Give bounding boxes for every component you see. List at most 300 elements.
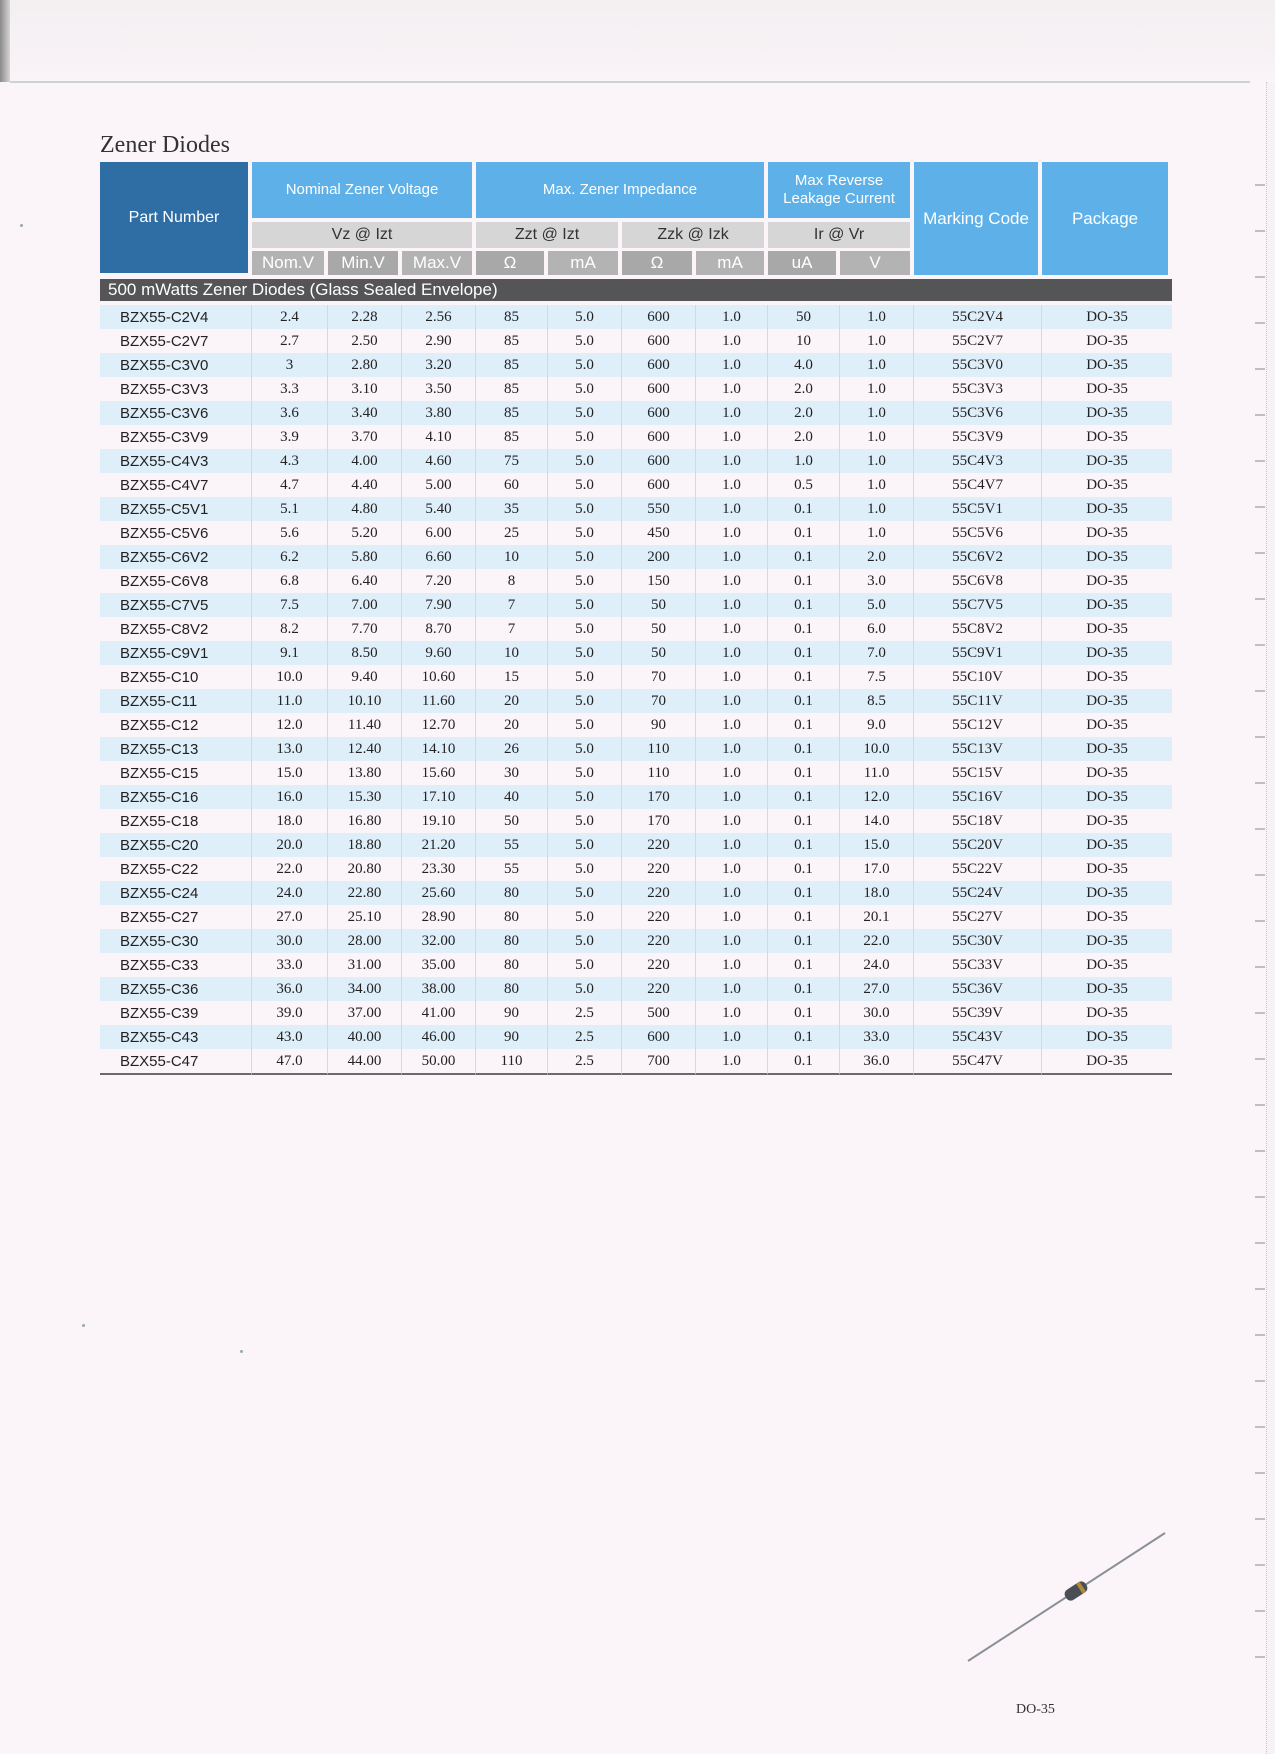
cell-zzk: 220 xyxy=(622,881,696,905)
cell-marking-code: 55C4V3 xyxy=(914,449,1042,473)
cell-max-v: 25.60 xyxy=(402,881,476,905)
cell-zzt: 80 xyxy=(476,977,548,1001)
cell-izk: 1.0 xyxy=(696,881,768,905)
zener-diode-table xyxy=(100,162,1172,1075)
cell-zzk: 600 xyxy=(622,425,696,449)
cell-nom-v: 5.6 xyxy=(252,521,328,545)
table-row xyxy=(100,785,1172,809)
cell-part-number: BZX55-C12 xyxy=(100,713,252,737)
cell-zzt: 90 xyxy=(476,1025,548,1049)
cell-nom-v: 47.0 xyxy=(252,1049,328,1075)
cell-zzk: 110 xyxy=(622,761,696,785)
cell-zzt: 50 xyxy=(476,809,548,833)
cell-marking-code: 55C30V xyxy=(914,929,1042,953)
cell-marking-code: 55C39V xyxy=(914,1001,1042,1025)
cell-izk: 1.0 xyxy=(696,641,768,665)
cell-zzt: 35 xyxy=(476,497,548,521)
cell-ir: 0.1 xyxy=(768,785,840,809)
cell-min-v: 13.80 xyxy=(328,761,402,785)
cell-nom-v: 2.7 xyxy=(252,329,328,353)
cell-izt: 5.0 xyxy=(548,761,622,785)
cell-zzk: 600 xyxy=(622,329,696,353)
cell-izt: 5.0 xyxy=(548,617,622,641)
cell-ir: 0.1 xyxy=(768,761,840,785)
header-vz-izt: Vz @ Izt xyxy=(252,218,476,248)
cell-ir: 1.0 xyxy=(768,449,840,473)
cell-marking-code: 55C3V6 xyxy=(914,401,1042,425)
cell-zzt: 80 xyxy=(476,905,548,929)
cell-nom-v: 7.5 xyxy=(252,593,328,617)
cell-min-v: 4.40 xyxy=(328,473,402,497)
cell-izk: 1.0 xyxy=(696,713,768,737)
cell-package: DO-35 xyxy=(1042,425,1172,449)
cell-part-number: BZX55-C18 xyxy=(100,809,252,833)
table-row xyxy=(100,545,1172,569)
unit-izt-ma: mA xyxy=(548,248,622,275)
section-title: 500 mWatts Zener Diodes (Glass Sealed Envelope) xyxy=(100,275,1172,305)
cell-part-number: BZX55-C10 xyxy=(100,665,252,689)
cell-izk: 1.0 xyxy=(696,737,768,761)
cell-ir: 0.1 xyxy=(768,593,840,617)
cell-izk: 1.0 xyxy=(696,545,768,569)
cell-ir: 0.1 xyxy=(768,1001,840,1025)
cell-vr: 14.0 xyxy=(840,809,914,833)
cell-nom-v: 9.1 xyxy=(252,641,328,665)
cell-package: DO-35 xyxy=(1042,665,1172,689)
cell-nom-v: 27.0 xyxy=(252,905,328,929)
cell-izk: 1.0 xyxy=(696,617,768,641)
cell-min-v: 2.28 xyxy=(328,305,402,329)
cell-marking-code: 55C10V xyxy=(914,665,1042,689)
cell-zzt: 55 xyxy=(476,857,548,881)
cell-package: DO-35 xyxy=(1042,977,1172,1001)
header-part-number: Part Number xyxy=(100,162,252,275)
cell-nom-v: 10.0 xyxy=(252,665,328,689)
cell-max-v: 3.20 xyxy=(402,353,476,377)
cell-zzk: 600 xyxy=(622,401,696,425)
cell-min-v: 8.50 xyxy=(328,641,402,665)
cell-zzk: 600 xyxy=(622,1025,696,1049)
cell-izt: 5.0 xyxy=(548,473,622,497)
cell-vr: 5.0 xyxy=(840,593,914,617)
cell-ir: 0.1 xyxy=(768,857,840,881)
cell-max-v: 17.10 xyxy=(402,785,476,809)
cell-max-v: 32.00 xyxy=(402,929,476,953)
cell-izt: 5.0 xyxy=(548,425,622,449)
cell-vr: 7.0 xyxy=(840,641,914,665)
cell-izt: 5.0 xyxy=(548,953,622,977)
cell-nom-v: 6.2 xyxy=(252,545,328,569)
cell-zzt: 7 xyxy=(476,617,548,641)
cell-vr: 9.0 xyxy=(840,713,914,737)
cell-izt: 5.0 xyxy=(548,569,622,593)
cell-izk: 1.0 xyxy=(696,353,768,377)
cell-part-number: BZX55-C43 xyxy=(100,1025,252,1049)
cell-zzt: 110 xyxy=(476,1049,548,1075)
cell-marking-code: 55C3V3 xyxy=(914,377,1042,401)
cell-zzk: 70 xyxy=(622,665,696,689)
table-row xyxy=(100,1001,1172,1025)
cell-min-v: 5.20 xyxy=(328,521,402,545)
cell-izt: 5.0 xyxy=(548,593,622,617)
table-row xyxy=(100,1049,1172,1075)
cell-izk: 1.0 xyxy=(696,1001,768,1025)
do35-diode-illustration xyxy=(960,1525,1180,1665)
cell-vr: 3.0 xyxy=(840,569,914,593)
cell-izt: 5.0 xyxy=(548,785,622,809)
cell-package: DO-35 xyxy=(1042,929,1172,953)
cell-nom-v: 3 xyxy=(252,353,328,377)
cell-izk: 1.0 xyxy=(696,593,768,617)
cell-package: DO-35 xyxy=(1042,473,1172,497)
cell-ir: 0.1 xyxy=(768,1049,840,1075)
cell-marking-code: 55C9V1 xyxy=(914,641,1042,665)
cell-marking-code: 55C20V xyxy=(914,833,1042,857)
cell-izt: 2.5 xyxy=(548,1001,622,1025)
header-max-zener-impedance: Max. Zener Impedance xyxy=(476,162,768,218)
cell-min-v: 3.70 xyxy=(328,425,402,449)
cell-min-v: 11.40 xyxy=(328,713,402,737)
cell-izt: 5.0 xyxy=(548,377,622,401)
cell-min-v: 6.40 xyxy=(328,569,402,593)
cell-max-v: 12.70 xyxy=(402,713,476,737)
cell-ir: 0.1 xyxy=(768,953,840,977)
cell-ir: 0.1 xyxy=(768,545,840,569)
cell-izk: 1.0 xyxy=(696,905,768,929)
cell-part-number: BZX55-C9V1 xyxy=(100,641,252,665)
cell-izt: 5.0 xyxy=(548,497,622,521)
cell-nom-v: 30.0 xyxy=(252,929,328,953)
cell-max-v: 7.20 xyxy=(402,569,476,593)
cell-nom-v: 4.7 xyxy=(252,473,328,497)
cell-part-number: BZX55-C8V2 xyxy=(100,617,252,641)
cell-marking-code: 55C3V0 xyxy=(914,353,1042,377)
cell-min-v: 18.80 xyxy=(328,833,402,857)
table-row xyxy=(100,905,1172,929)
cell-package: DO-35 xyxy=(1042,353,1172,377)
cell-nom-v: 20.0 xyxy=(252,833,328,857)
cell-marking-code: 55C6V8 xyxy=(914,569,1042,593)
cell-package: DO-35 xyxy=(1042,881,1172,905)
cell-izk: 1.0 xyxy=(696,953,768,977)
cell-nom-v: 39.0 xyxy=(252,1001,328,1025)
table-row xyxy=(100,809,1172,833)
cell-package: DO-35 xyxy=(1042,761,1172,785)
cell-vr: 8.5 xyxy=(840,689,914,713)
cell-izt: 5.0 xyxy=(548,929,622,953)
cell-part-number: BZX55-C5V1 xyxy=(100,497,252,521)
cell-zzk: 550 xyxy=(622,497,696,521)
cell-izk: 1.0 xyxy=(696,1049,768,1075)
cell-max-v: 11.60 xyxy=(402,689,476,713)
cell-vr: 1.0 xyxy=(840,305,914,329)
cell-part-number: BZX55-C11 xyxy=(100,689,252,713)
cell-package: DO-35 xyxy=(1042,689,1172,713)
cell-part-number: BZX55-C4V7 xyxy=(100,473,252,497)
cell-marking-code: 55C8V2 xyxy=(914,617,1042,641)
cell-part-number: BZX55-C24 xyxy=(100,881,252,905)
diode-body xyxy=(1063,1579,1090,1602)
cell-min-v: 44.00 xyxy=(328,1049,402,1075)
cell-zzk: 220 xyxy=(622,977,696,1001)
cell-max-v: 2.56 xyxy=(402,305,476,329)
table-body xyxy=(100,305,1172,1075)
cell-vr: 1.0 xyxy=(840,329,914,353)
cell-max-v: 7.90 xyxy=(402,593,476,617)
scan-left-shadow xyxy=(0,0,10,82)
cell-marking-code: 55C36V xyxy=(914,977,1042,1001)
cell-marking-code: 55C33V xyxy=(914,953,1042,977)
cell-zzk: 170 xyxy=(622,809,696,833)
cell-vr: 20.1 xyxy=(840,905,914,929)
cell-ir: 0.1 xyxy=(768,641,840,665)
cell-izk: 1.0 xyxy=(696,665,768,689)
cell-nom-v: 33.0 xyxy=(252,953,328,977)
cell-izk: 1.0 xyxy=(696,401,768,425)
cell-package: DO-35 xyxy=(1042,1001,1172,1025)
cell-marking-code: 55C16V xyxy=(914,785,1042,809)
cell-min-v: 31.00 xyxy=(328,953,402,977)
cell-nom-v: 16.0 xyxy=(252,785,328,809)
cell-ir: 0.1 xyxy=(768,737,840,761)
cell-zzk: 220 xyxy=(622,833,696,857)
cell-zzt: 20 xyxy=(476,713,548,737)
cell-zzk: 220 xyxy=(622,905,696,929)
cell-zzt: 80 xyxy=(476,953,548,977)
cell-package: DO-35 xyxy=(1042,449,1172,473)
cell-izt: 5.0 xyxy=(548,449,622,473)
cell-max-v: 4.60 xyxy=(402,449,476,473)
cell-max-v: 3.50 xyxy=(402,377,476,401)
table-row xyxy=(100,329,1172,353)
cell-nom-v: 24.0 xyxy=(252,881,328,905)
cell-vr: 15.0 xyxy=(840,833,914,857)
cell-min-v: 12.40 xyxy=(328,737,402,761)
cell-marking-code: 55C5V1 xyxy=(914,497,1042,521)
cell-zzt: 85 xyxy=(476,353,548,377)
cell-izk: 1.0 xyxy=(696,569,768,593)
cell-zzk: 600 xyxy=(622,377,696,401)
cell-izk: 1.0 xyxy=(696,377,768,401)
cell-zzk: 200 xyxy=(622,545,696,569)
page-title: Zener Diodes xyxy=(100,132,230,158)
cell-izt: 5.0 xyxy=(548,809,622,833)
cell-zzt: 85 xyxy=(476,401,548,425)
cell-nom-v: 18.0 xyxy=(252,809,328,833)
cell-part-number: BZX55-C22 xyxy=(100,857,252,881)
unit-ir-ua: uA xyxy=(768,248,840,275)
cell-zzt: 30 xyxy=(476,761,548,785)
cell-part-number: BZX55-C3V0 xyxy=(100,353,252,377)
cell-zzt: 55 xyxy=(476,833,548,857)
table-row xyxy=(100,737,1172,761)
cell-part-number: BZX55-C47 xyxy=(100,1049,252,1075)
cell-nom-v: 5.1 xyxy=(252,497,328,521)
cell-izk: 1.0 xyxy=(696,473,768,497)
cell-vr: 1.0 xyxy=(840,497,914,521)
cell-vr: 7.5 xyxy=(840,665,914,689)
cell-zzk: 220 xyxy=(622,929,696,953)
cell-izk: 1.0 xyxy=(696,497,768,521)
cell-max-v: 28.90 xyxy=(402,905,476,929)
cell-izt: 5.0 xyxy=(548,689,622,713)
cell-izk: 1.0 xyxy=(696,425,768,449)
cell-vr: 18.0 xyxy=(840,881,914,905)
cell-max-v: 3.80 xyxy=(402,401,476,425)
cell-izt: 5.0 xyxy=(548,833,622,857)
cell-max-v: 21.20 xyxy=(402,833,476,857)
cell-package: DO-35 xyxy=(1042,953,1172,977)
cell-vr: 6.0 xyxy=(840,617,914,641)
cell-package: DO-35 xyxy=(1042,377,1172,401)
cell-zzt: 80 xyxy=(476,881,548,905)
cell-izt: 5.0 xyxy=(548,665,622,689)
cell-min-v: 3.40 xyxy=(328,401,402,425)
table-row xyxy=(100,497,1172,521)
scan-speck xyxy=(240,1350,243,1353)
cell-ir: 2.0 xyxy=(768,401,840,425)
cell-vr: 1.0 xyxy=(840,473,914,497)
table-row xyxy=(100,881,1172,905)
cell-izt: 5.0 xyxy=(548,521,622,545)
table-row xyxy=(100,377,1172,401)
cell-min-v: 3.10 xyxy=(328,377,402,401)
cell-max-v: 23.30 xyxy=(402,857,476,881)
cell-nom-v: 12.0 xyxy=(252,713,328,737)
cell-min-v: 16.80 xyxy=(328,809,402,833)
cell-min-v: 10.10 xyxy=(328,689,402,713)
unit-zzk-ohm: Ω xyxy=(622,248,696,275)
cell-vr: 36.0 xyxy=(840,1049,914,1075)
header-zzk-izk: Zzk @ Izk xyxy=(622,218,768,248)
cell-zzt: 15 xyxy=(476,665,548,689)
cell-part-number: BZX55-C33 xyxy=(100,953,252,977)
cell-vr: 1.0 xyxy=(840,521,914,545)
cell-package: DO-35 xyxy=(1042,617,1172,641)
cell-ir: 0.1 xyxy=(768,977,840,1001)
cell-izk: 1.0 xyxy=(696,449,768,473)
cell-min-v: 37.00 xyxy=(328,1001,402,1025)
cell-marking-code: 55C13V xyxy=(914,737,1042,761)
cell-min-v: 7.00 xyxy=(328,593,402,617)
cell-package: DO-35 xyxy=(1042,641,1172,665)
cell-marking-code: 55C12V xyxy=(914,713,1042,737)
cell-min-v: 25.10 xyxy=(328,905,402,929)
cell-min-v: 5.80 xyxy=(328,545,402,569)
cell-nom-v: 3.3 xyxy=(252,377,328,401)
header-package: Package xyxy=(1042,162,1172,275)
cell-ir: 0.1 xyxy=(768,689,840,713)
cell-izk: 1.0 xyxy=(696,521,768,545)
cell-part-number: BZX55-C36 xyxy=(100,977,252,1001)
cell-zzt: 85 xyxy=(476,329,548,353)
table-row xyxy=(100,641,1172,665)
cell-package: DO-35 xyxy=(1042,809,1172,833)
cell-package: DO-35 xyxy=(1042,593,1172,617)
scan-top-line xyxy=(10,81,1250,83)
cell-package: DO-35 xyxy=(1042,545,1172,569)
scan-speck xyxy=(20,224,23,227)
cell-part-number: BZX55-C3V9 xyxy=(100,425,252,449)
cell-izk: 1.0 xyxy=(696,689,768,713)
cell-max-v: 38.00 xyxy=(402,977,476,1001)
cell-min-v: 4.80 xyxy=(328,497,402,521)
cell-marking-code: 55C4V7 xyxy=(914,473,1042,497)
cell-zzt: 10 xyxy=(476,641,548,665)
cell-izt: 5.0 xyxy=(548,329,622,353)
cell-nom-v: 2.4 xyxy=(252,305,328,329)
cell-zzk: 150 xyxy=(622,569,696,593)
cell-min-v: 22.80 xyxy=(328,881,402,905)
cell-nom-v: 4.3 xyxy=(252,449,328,473)
unit-max-v: Max.V xyxy=(402,248,476,275)
cell-max-v: 14.10 xyxy=(402,737,476,761)
cell-marking-code: 55C27V xyxy=(914,905,1042,929)
cell-part-number: BZX55-C27 xyxy=(100,905,252,929)
header-nominal-zener-voltage: Nominal Zener Voltage xyxy=(252,162,476,218)
unit-izk-ma: mA xyxy=(696,248,768,275)
cell-part-number: BZX55-C3V6 xyxy=(100,401,252,425)
cell-zzt: 7 xyxy=(476,593,548,617)
cell-ir: 2.0 xyxy=(768,377,840,401)
cell-package: DO-35 xyxy=(1042,713,1172,737)
cell-marking-code: 55C6V2 xyxy=(914,545,1042,569)
cell-zzt: 26 xyxy=(476,737,548,761)
table-row xyxy=(100,305,1172,329)
cell-max-v: 8.70 xyxy=(402,617,476,641)
cell-min-v: 9.40 xyxy=(328,665,402,689)
cell-izk: 1.0 xyxy=(696,833,768,857)
cell-izk: 1.0 xyxy=(696,761,768,785)
page-right-edge xyxy=(1266,82,1275,1754)
cell-max-v: 35.00 xyxy=(402,953,476,977)
cell-marking-code: 55C2V7 xyxy=(914,329,1042,353)
cell-izk: 1.0 xyxy=(696,305,768,329)
table-row xyxy=(100,449,1172,473)
cell-marking-code: 55C47V xyxy=(914,1049,1042,1075)
unit-nom-v: Nom.V xyxy=(252,248,328,275)
cell-part-number: BZX55-C4V3 xyxy=(100,449,252,473)
cell-zzt: 40 xyxy=(476,785,548,809)
cell-zzt: 25 xyxy=(476,521,548,545)
cell-izt: 5.0 xyxy=(548,737,622,761)
cell-part-number: BZX55-C30 xyxy=(100,929,252,953)
cell-izk: 1.0 xyxy=(696,1025,768,1049)
cell-marking-code: 55C2V4 xyxy=(914,305,1042,329)
cell-part-number: BZX55-C6V8 xyxy=(100,569,252,593)
table-row xyxy=(100,521,1172,545)
cell-vr: 12.0 xyxy=(840,785,914,809)
cell-max-v: 46.00 xyxy=(402,1025,476,1049)
cell-min-v: 4.00 xyxy=(328,449,402,473)
table-row xyxy=(100,617,1172,641)
cell-izt: 5.0 xyxy=(548,905,622,929)
cell-zzk: 600 xyxy=(622,449,696,473)
cell-vr: 1.0 xyxy=(840,377,914,401)
cell-ir: 0.1 xyxy=(768,905,840,929)
cell-zzk: 90 xyxy=(622,713,696,737)
table-row xyxy=(100,473,1172,497)
cell-marking-code: 55C3V9 xyxy=(914,425,1042,449)
cell-izt: 5.0 xyxy=(548,545,622,569)
cell-izt: 5.0 xyxy=(548,305,622,329)
cell-max-v: 6.00 xyxy=(402,521,476,545)
cell-ir: 0.1 xyxy=(768,809,840,833)
cell-zzt: 85 xyxy=(476,305,548,329)
cell-zzt: 75 xyxy=(476,449,548,473)
cell-package: DO-35 xyxy=(1042,1049,1172,1075)
scan-top-edge xyxy=(0,0,1275,82)
